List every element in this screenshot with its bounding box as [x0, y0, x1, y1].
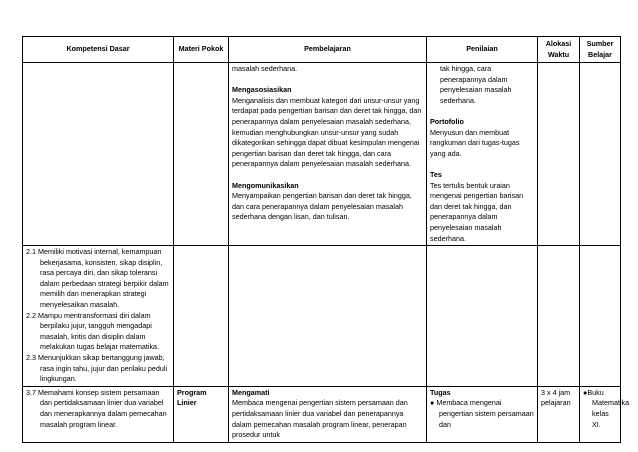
sumber-cell [580, 386, 630, 442]
kd-item-2-1: 2.1 Memiliki motivasi internal, kemampuan bekerjasama, konsisten, sikap disiplin, rasa percaya diri, dan sikap toleransi dalam perbedaan strategi berpikir dalam memilih dan menerapkan strategi menyelesaikan masalah. [26, 247, 169, 310]
pembelajaran-cell [229, 246, 427, 387]
mengasosiasikan-heading: Mengasosiasikan [232, 85, 292, 95]
tes-text: Tes tertulis bentuk uraian mengenai pengertian barisan dan deret tak hingga, dan penerapannya dalam penyelesaian masalah sederhana. [430, 180, 524, 243]
portofolio-text: Menyusun dan membuat rangkuman dari tugas-tugas yang ada. [430, 127, 520, 158]
pembelajaran-continued-text: masalah sederhana. [232, 64, 298, 73]
syllabus-table [22, 36, 630, 443]
kd-cell [23, 386, 174, 442]
pembelajaran-cell [229, 63, 427, 246]
kd-cell [23, 63, 174, 246]
materi-cell [174, 386, 229, 442]
table-row [23, 63, 621, 246]
sumber-cell [580, 63, 621, 246]
mengomunikasikan-heading: Mengomunikasikan [232, 180, 299, 190]
penilaian-continued-text: tak hingga, cara penerapannya dalam penyelesaian masalah sederhana. [440, 64, 512, 105]
header-pembelajaran: Pembelajaran [229, 37, 427, 63]
penilaian-cell [427, 63, 538, 246]
header-kompetensi-dasar: Kompetensi Dasar [23, 37, 174, 63]
kd-item-2-2: 2.2 Mampu mentransformasi diri dalam berpilaku jujur, tangguh mengadapi masalah, kritis dan disiplin dalam melakukan tugas belajar matematika. [26, 310, 160, 352]
mengomunikasikan-text: Menyampaikan pengertian barisan dan deret tak hingga, dan cara penerapannya dalam penyelesaian masalah sederhana dengan lisan, dan tulisan. [232, 191, 412, 222]
header-penilaian: Penilaian [427, 37, 538, 63]
mengamati-text: Membaca mengenai pengertian sistem persamaan dan pertidaksamaan linier dua variabel dan penerapannya dalam pemecahan masalah program linear, penerapan prosedur untuk [232, 398, 408, 440]
pembelajaran-cell [229, 386, 427, 442]
penilaian-cell [427, 386, 538, 442]
table-row [23, 246, 621, 387]
alokasi-waktu-text: 3 x 4 jam pelajaran [541, 387, 571, 408]
sumber-belajar-text: ●Buku Matematika kelas XI. [583, 387, 630, 429]
sumber-cell [580, 246, 621, 387]
tes-heading: Tes [430, 169, 442, 179]
kd-item-3-7: 3.7 Memahami konsep sistem persamaan dan pertidaksamaan linier dua variabel dan menerapkannya dalam pemecahan masalah program linear. [26, 387, 167, 429]
header-alokasi-waktu: Alokasi Waktu [538, 37, 580, 63]
alokasi-cell [538, 63, 580, 246]
mengamati-heading: Mengamati [232, 387, 270, 397]
header-row [23, 37, 621, 63]
tugas-bullet-item: ● Membaca mengenai pengertian sistem persamaan dan [430, 398, 534, 429]
header-materi-pokok: Materi Pokok [174, 37, 229, 63]
materi-cell [174, 246, 229, 387]
header-sumber-belajar: Sumber Belajar [580, 37, 621, 63]
kd-cell [23, 246, 174, 387]
alokasi-cell [538, 246, 580, 387]
portofolio-heading: Portofolio [430, 116, 464, 126]
penilaian-cell [427, 246, 538, 387]
mengasosiasikan-text: Menganalisis dan membuat kategori dari unsur-unsur yang terdapat pada pengertian barisan dan deret tak hingga, dan penerapannya dalam penyelesaian masalah sederhana, kemudian menghubungkan unsur-unsur yang sudah dikategorikan sehingga dapat dibuat kesimpulan mengenai pengertian barisan dan deret tak hingga, dan cara penerapannya dalam penyelesaian masalah sederhana. [232, 95, 422, 169]
tugas-heading: Tugas [430, 387, 451, 397]
alokasi-cell [538, 386, 580, 442]
materi-cell [174, 63, 229, 246]
materi-pokok-text: Program Linier [177, 387, 207, 408]
kd-item-2-3: 2.3 Menunjukkan sikap bertanggung jawab, rasa ingin tahu, jujur dan perilaku peduli lingkungan. [26, 353, 168, 384]
table-row [23, 386, 621, 442]
